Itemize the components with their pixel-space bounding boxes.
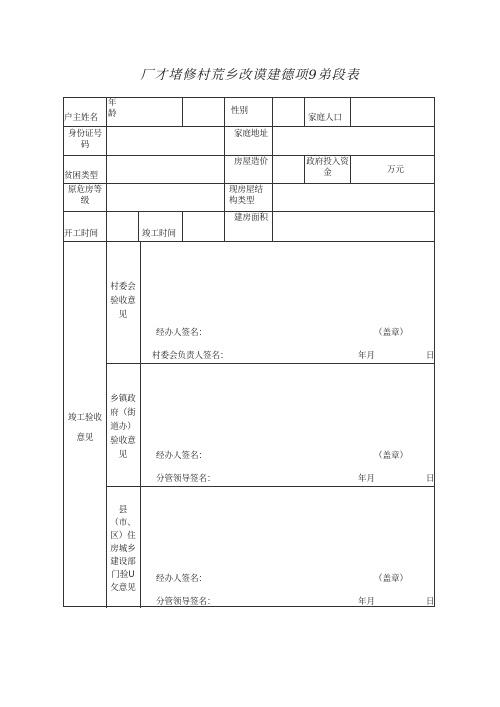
- section-divider: [106, 486, 434, 487]
- col-divider: [224, 155, 225, 183]
- col-divider: [140, 241, 141, 608]
- row-divider: [64, 155, 434, 156]
- handler-signature-label: 经办人签名：: [156, 328, 208, 338]
- gov-funds-label: 政府投入资金: [306, 157, 349, 178]
- signer-label: 分管领导签名：: [156, 597, 216, 607]
- start-time-label: 开工时间: [64, 229, 99, 239]
- structure-type-label: 现房屋结构类型: [229, 185, 264, 206]
- id-number-label: 身份证号码: [67, 129, 102, 150]
- unit-label: 万元: [387, 165, 405, 175]
- col-divider: [350, 155, 351, 183]
- finish-time-label: 竣工时间: [142, 229, 177, 239]
- col-divider: [272, 126, 273, 155]
- col-divider: [106, 241, 107, 608]
- col-divider: [106, 155, 107, 183]
- row-divider: [64, 241, 434, 242]
- seal-label: （盖章）: [374, 451, 409, 461]
- gender-label: 性别: [231, 106, 249, 116]
- col-divider: [350, 98, 351, 126]
- col-divider: [224, 211, 225, 241]
- house-cost-label: 房屋造价: [234, 157, 269, 167]
- age-label: 年龄: [108, 98, 117, 119]
- acceptance-label: 竣工验收意见: [67, 413, 102, 443]
- date-year-month: 年月: [358, 351, 376, 361]
- date-day: 日: [426, 474, 435, 484]
- date-year-month: 年月: [358, 597, 376, 607]
- seal-label: （盖章）: [374, 328, 409, 338]
- danger-grade-label: 原危房等级: [67, 185, 102, 206]
- col-divider: [272, 155, 273, 183]
- col-divider: [106, 126, 107, 155]
- poverty-type-label: 贫困类型: [64, 171, 99, 181]
- signer-label: 分管领导签名：: [156, 474, 216, 484]
- row-divider: [64, 211, 434, 212]
- row-divider: [64, 126, 434, 127]
- col-divider: [224, 98, 225, 126]
- seal-label: （盖章）: [374, 574, 409, 584]
- address-label: 家庭地址: [234, 129, 269, 139]
- village-committee-label: 村委会验收意见: [110, 282, 136, 320]
- col-divider: [182, 98, 183, 126]
- section-divider: [106, 363, 434, 364]
- col-divider: [182, 211, 183, 241]
- date-day: 日: [426, 597, 435, 607]
- county-housing-dept-label: 县（市、区）住房城乡建设部门验U攵意见: [110, 505, 136, 593]
- date-year-month: 年月: [358, 474, 376, 484]
- col-divider: [106, 183, 107, 211]
- handler-signature-label: 经办人签名：: [156, 574, 208, 584]
- handler-signature-label: 经办人签名：: [156, 451, 208, 461]
- form-title: 厂才堵修村荒乡改谟建德项9弟段表: [140, 68, 360, 83]
- township-government-label: 乡镇政府（街道办）验收意见: [110, 394, 136, 460]
- col-divider: [138, 211, 139, 241]
- row-divider: [64, 183, 434, 184]
- head-name-label: 户主姓名: [64, 113, 99, 123]
- signer-label: 村委会负责人签名：: [152, 351, 229, 361]
- col-divider: [272, 211, 273, 241]
- col-divider: [106, 211, 107, 241]
- col-divider: [272, 98, 273, 126]
- col-divider: [224, 183, 225, 211]
- col-divider: [106, 98, 107, 126]
- col-divider: [224, 126, 225, 155]
- date-day: 日: [426, 351, 435, 361]
- population-label: 家庭人口: [308, 113, 343, 123]
- acceptance-form-table: [63, 97, 435, 607]
- col-divider: [272, 183, 273, 211]
- col-divider: [304, 98, 305, 126]
- build-area-label: 建房面积: [234, 213, 269, 223]
